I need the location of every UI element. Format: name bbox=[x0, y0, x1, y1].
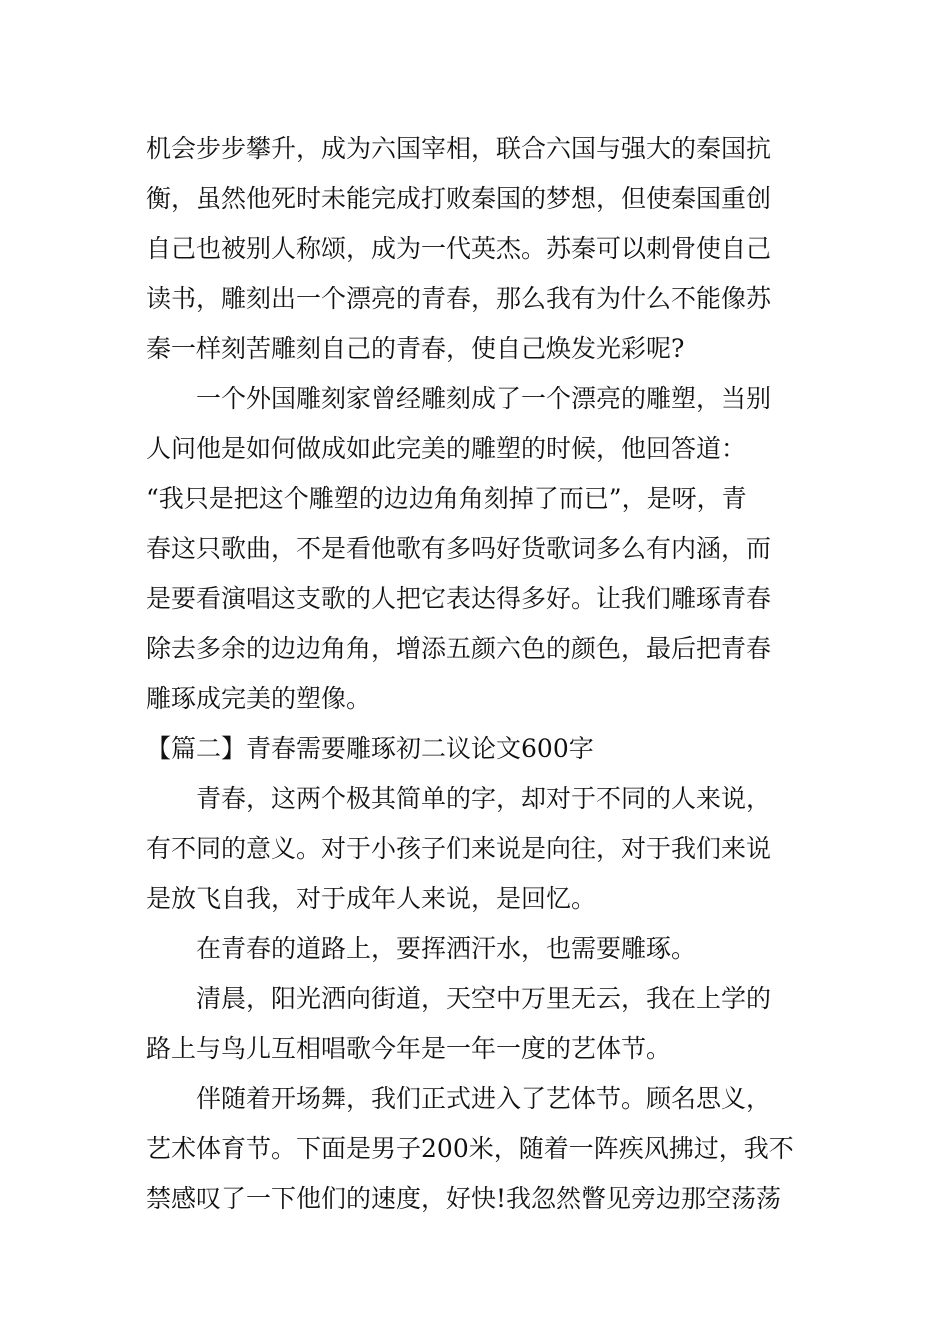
text-line: 自己也被别人称颂，成为一代英杰。苏秦可以刺骨使自己 bbox=[146, 234, 772, 263]
text-line: 除去多余的边边角角，增添五颜六色的颜色，最后把青春 bbox=[146, 634, 772, 663]
section-one-body bbox=[146, 124, 808, 724]
text-line: 一个外国雕刻家曾经雕刻成了一个漂亮的雕塑，当别 bbox=[196, 384, 772, 413]
paragraph bbox=[146, 124, 808, 374]
text-line: “我只是把这个雕塑的边边角角刻掉了而已”，是呀，青 bbox=[146, 484, 747, 513]
text-line: 春这只歌曲，不是看他歌有多吗好货歌词多么有内涵，而 bbox=[146, 534, 772, 563]
text-line: 艺术体育节。下面是男子200米，随着一阵疾风拂过，我不 bbox=[146, 1134, 794, 1163]
text-line: 伴随着开场舞，我们正式进入了艺体节。顾名思义， bbox=[196, 1084, 772, 1113]
paragraph bbox=[146, 374, 808, 724]
text-line: 雕琢成完美的塑像。 bbox=[146, 684, 372, 713]
document-page bbox=[146, 124, 808, 1224]
section-two-body bbox=[146, 774, 808, 1224]
paragraph bbox=[146, 1074, 808, 1224]
text-line: 人问他是如何做成如此完美的雕塑的时候，他回答道： bbox=[146, 434, 747, 463]
text-line: 清晨，阳光洒向街道，天空中万里无云，我在上学的 bbox=[196, 984, 772, 1013]
text-line: 是放飞自我，对于成年人来说，是回忆。 bbox=[146, 884, 597, 913]
section-heading: 【篇二】青春需要雕琢初二议论文600字 bbox=[146, 734, 594, 763]
text-line: 有不同的意义。对于小孩子们来说是向往，对于我们来说 bbox=[146, 834, 772, 863]
paragraph bbox=[146, 774, 808, 924]
paragraph bbox=[146, 974, 808, 1074]
text-line: 路上与鸟儿互相唱歌今年是一年一度的艺体节。 bbox=[146, 1034, 672, 1063]
text-line: 在青春的道路上，要挥洒汗水，也需要雕琢。 bbox=[196, 934, 697, 963]
paragraph bbox=[146, 924, 808, 974]
text-line: 秦一样刻苦雕刻自己的青春，使自己焕发光彩呢? bbox=[146, 334, 685, 363]
text-line: 机会步步攀升，成为六国宰相，联合六国与强大的秦国抗 bbox=[146, 134, 772, 163]
text-line: 青春，这两个极其简单的字，却对于不同的人来说， bbox=[196, 784, 772, 813]
text-line: 是要看演唱这支歌的人把它表达得多好。让我们雕琢青春 bbox=[146, 584, 772, 613]
text-line: 衡，虽然他死时未能完成打败秦国的梦想，但使秦国重创 bbox=[146, 184, 772, 213]
text-line: 禁感叹了一下他们的速度，好快!我忽然瞥见旁边那空荡荡 bbox=[146, 1184, 782, 1213]
text-line: 读书，雕刻出一个漂亮的青春，那么我有为什么不能像苏 bbox=[146, 284, 772, 313]
